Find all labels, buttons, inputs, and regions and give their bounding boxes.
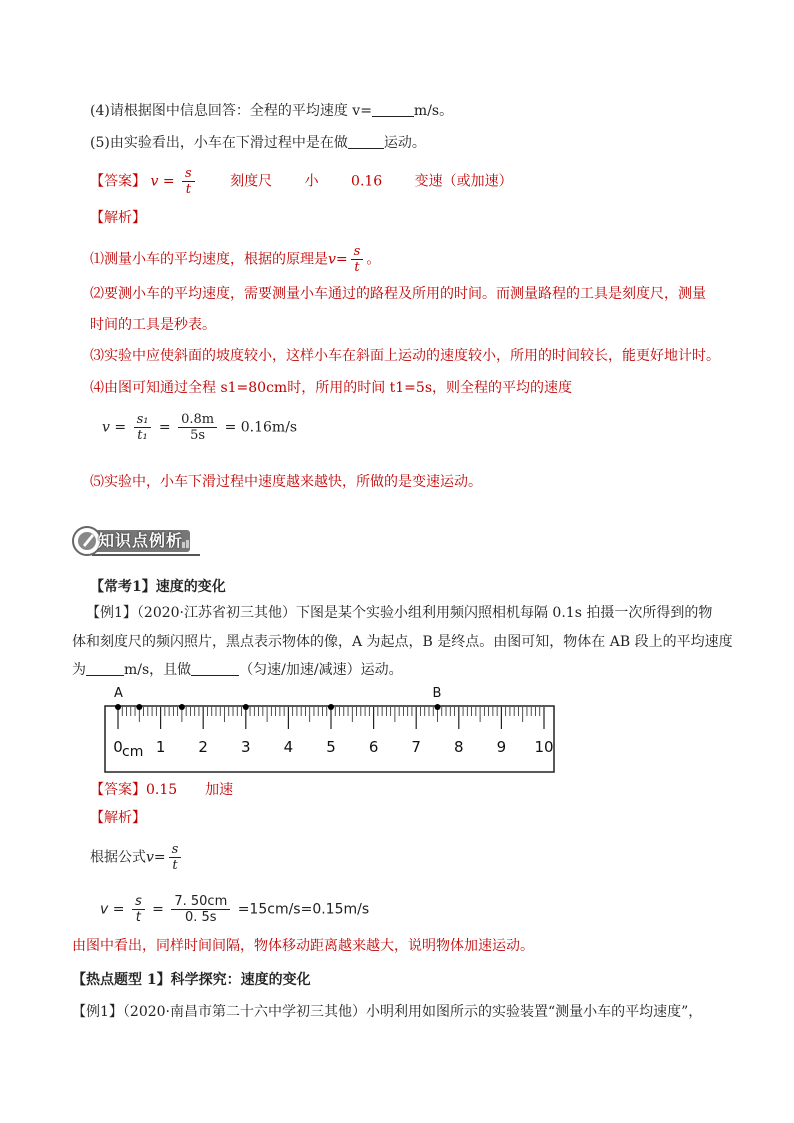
analysis-label: 【解析】 [90,210,146,226]
formula-eq: = [162,173,175,190]
object-image-dot [435,704,441,710]
formula-fraction [132,894,145,925]
analysis-text: 根据公式 [90,849,146,866]
analysis-text-end: 。 [366,251,381,268]
example-1-line2: 体和刻度尺的频闪照片，黑点表示物体的像，A 为起点，B 是终点。由图可知，物体在 AB 段上的平均速度 [72,634,733,650]
question-4-text: (4)请根据图中信息回答：全程的平均速度 v= [90,103,372,119]
answer-label: 【答案】 [90,173,146,190]
banner-title: 知识点例析 [98,531,184,550]
question-5-suffix: 运动。 [383,135,426,151]
analysis-1-p3: ⑶实验中应使斜面的坡度较小，这样小车在斜面上运动的速度较小，所用的时间较长，能更好地计时。 [90,348,720,364]
formula-fraction [171,894,230,925]
ruler-tick-label: 2 [198,738,208,756]
answer-label: 【答案】 [90,782,146,798]
formula-fraction [178,412,217,443]
analysis-1-p2-line1: ⑵要测小车的平均速度，需要测量小车通过的路程及所用的时间。而测量路程的工具是刻度尺，测量 [90,286,706,302]
fraction-denominator: t₁ [137,428,148,443]
analysis-1-p2-line2: 时间的工具是秒表。 [90,317,216,333]
section-1-title: 【常考1】速度的变化 [90,579,226,595]
formula-v: v [328,251,336,268]
ruler-end-label: B [432,686,442,701]
analysis-2-conclusion: 由图中看出，同样时间间隔，物体移动距离越来越大，说明物体加速运动。 [72,938,534,954]
ruler-photo [104,684,556,776]
formula-eq: = [114,419,127,436]
formula-fraction [351,244,364,275]
example-text: 为 [72,662,86,678]
example-text: m/s，且做 [124,662,192,678]
fraction-denominator: 5s [190,428,206,443]
fraction-numerator: s [169,842,182,858]
analysis-text: ⑴测量小车的平均速度，根据的原理是 [90,251,328,268]
example-2-line1: 【例1】（2020·南昌市第二十六中学初三其他）小明利用如图所示的实验装置“测量小车的平均速度”， [72,1004,703,1020]
question-4 [90,101,453,121]
ruler-tick-label: 7 [411,738,421,756]
formula-v: v [102,419,110,436]
analysis-2-calc [100,894,369,925]
analysis-1-p1 [90,244,380,275]
ruler-tick-label: 4 [283,738,294,756]
fraction-denominator: t [185,182,191,197]
object-image-dot [243,704,249,710]
analysis-1-formula [102,412,297,443]
answer-blank [191,661,239,676]
answer-blank [348,134,384,149]
answer-3: 小 [304,173,319,190]
answer-1 [90,166,513,197]
formula-eq: = [335,251,348,268]
fraction-numerator: s [132,894,145,910]
answer-2: 刻度尺 [230,173,273,190]
formula-eq: = [112,901,125,918]
example-1-line1: 【例1】（2020·江苏省初三其他）下图是某个实验小组利用频闪照相机每隔 0.1s 拍摄一次所得到的物 [86,605,713,621]
analysis-1-p5: ⑸实验中，小车下滑过程中速度越来越快，所做的是变速运动。 [90,474,482,490]
fraction-numerator: 7. 50cm [171,894,230,910]
analysis-1-p4: ⑷由图可知通过全程 s1=80cm时，所用的时间 t1=5s，则全程的平均的速度 [90,380,573,396]
object-image-dot [179,704,185,710]
question-4-unit: m/s。 [413,103,454,119]
question-5-text: (5)由实验看出，小车在下滑过程中是在做 [90,135,348,151]
fraction-denominator: t [135,910,141,925]
object-image-dot [115,704,121,710]
ruler-tick-label: 6 [368,738,379,756]
ruler-tick-label: 1 [155,738,166,756]
answer-5: 变速（或加速） [414,173,513,190]
ruler-tick-label: 10 [534,738,554,756]
formula-eq: = [152,901,164,918]
object-image-dot [136,704,142,710]
formula-result: =15cm/s=0.15m/s [237,901,370,918]
fraction-numerator: 0.8m [178,412,217,428]
ruler-start-label: A [114,686,123,701]
fraction-numerator: s₁ [134,412,152,428]
ruler-tick-label: 3 [241,738,251,756]
fraction-numerator: s [182,166,195,182]
fraction-numerator: s [351,244,364,260]
answer-4: 0.16 [351,173,383,190]
fraction-denominator: t [354,260,360,275]
formula-v: v [100,901,109,918]
analysis-2-formula [90,842,184,873]
ruler-tick-label: 8 [454,738,464,756]
answer-value-1: 0.15 [146,782,178,798]
section-2-title: 【热点题型 1】科学探究：速度的变化 [72,972,311,988]
formula-v: v [150,173,159,190]
ruler-tick-label: 5 [326,738,336,756]
answer-blank [86,661,124,676]
formula-eq: = [158,419,171,436]
formula-fraction [169,842,182,873]
ruler-tick-label: 0 [113,738,123,756]
example-text: （匀速/加速/减速）运动。 [239,662,403,678]
formula-eq: = [153,849,166,866]
object-image-dot [328,704,334,710]
analysis-2-label: 【解析】 [90,810,146,826]
question-5 [90,133,426,153]
fraction-denominator: t [172,858,178,873]
ruler-tick-label: 9 [496,738,507,756]
answer-blank [372,102,414,117]
ruler-unit: cm [122,744,144,760]
example-1-line3 [72,660,403,680]
formula-fraction [182,166,195,197]
answer-2 [90,780,233,800]
formula-v: v [146,849,154,866]
formula-result: = 0.16m/s [224,419,298,436]
fraction-denominator: 0. 5s [185,910,217,925]
answer-value-2: 加速 [205,782,234,798]
formula-fraction [134,412,152,443]
